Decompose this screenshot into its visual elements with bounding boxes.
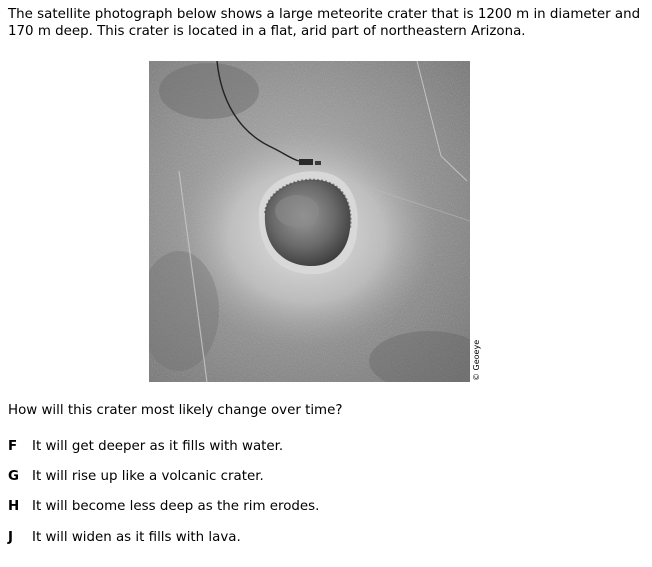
choice-letter: J [8, 530, 13, 545]
answer-choice-h[interactable] [8, 498, 319, 515]
choice-text: It will become less deep as the rim erodes. [32, 499, 320, 514]
crater-satellite-photo [149, 61, 470, 382]
answer-choice-f[interactable] [8, 438, 283, 455]
choice-text: It will rise up like a volcanic crater. [32, 469, 264, 484]
choice-text: It will get deeper as it fills with water. [32, 439, 284, 454]
choice-letter: F [8, 439, 18, 454]
choice-letter: G [8, 469, 19, 484]
answer-choice-j[interactable] [8, 529, 241, 546]
intro-text: The satellite photograph below shows a large meteorite crater that is 1200 m in diameter and 170 m deep. This crater is located in a flat, arid part of northeastern Arizona. [8, 7, 641, 39]
question-text: How will this crater most likely change over time? [8, 403, 343, 418]
choice-letter: H [8, 499, 20, 514]
answer-choice-g[interactable] [8, 468, 264, 485]
photo-credit: © Geoeye [472, 339, 481, 381]
choice-text: It will widen as it fills with lava. [32, 530, 241, 545]
